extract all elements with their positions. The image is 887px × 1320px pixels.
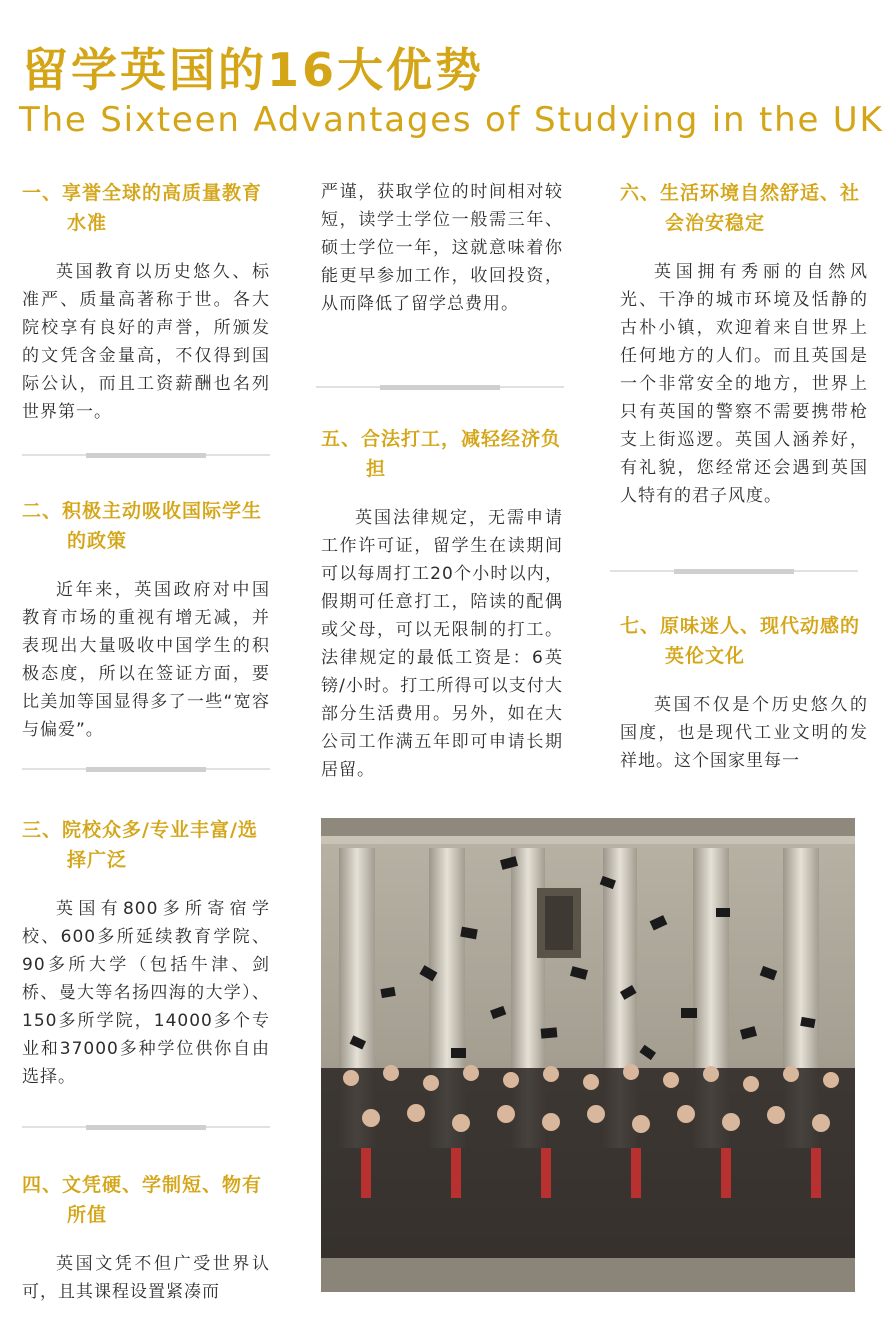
section-7: [620, 611, 868, 775]
section-body: 英国文凭不但广受世界认可，且其课程设置紧凑而: [22, 1254, 270, 1302]
section-divider: [22, 454, 270, 456]
section-heading: 二、积极主动吸收国际学生的政策: [22, 500, 263, 552]
section-body: 英国法律规定，无需申请工作许可证，留学生在读期间可以每周打工20个小时以内，假期可任意打工，陪读的配偶或父母，可以无限制的打工。法律规定的最低工资是：6英镑/小时。打工所得可以支付大部分生活费用。另外，如在大公司工作满五年即可申请长期居留。: [321, 508, 563, 780]
section-3: [22, 815, 270, 1091]
section-heading: 六、生活环境自然舒适、社会治安稳定: [620, 182, 861, 234]
section-divider: [22, 1126, 270, 1128]
section-heading: 七、原味迷人、现代动感的英伦文化: [620, 615, 861, 667]
section-body: 英国不仅是个历史悠久的国度，也是现代工业文明的发祥地。这个国家里每一: [620, 695, 868, 771]
section-divider: [610, 570, 858, 572]
section-5: [321, 424, 563, 784]
section-4-continued: [321, 178, 563, 318]
page-title: 留学英国的16大优势: [22, 43, 485, 97]
section-body: 英国拥有秀丽的自然风光、干净的城市环境及恬静的古朴小镇，欢迎着来自世界上任何地方的人们。而且英国是一个非常安全的地方，世界上只有英国的警察不需要携带枪支上街巡逻。英国人涵养好，有礼貌，您经常还会遇到英国人特有的君子风度。: [620, 262, 868, 506]
section-body: 英国有800多所寄宿学校、600多所延续教育学院、90多所大学（包括牛津、剑桥、曼大等名扬四海的大学）、150多所学院，14000多个专业和37000多种学位供你自由选择。: [22, 899, 270, 1087]
section-divider: [22, 768, 270, 770]
section-body: 近年来，英国政府对中国教育市场的重视有增无减，并表现出大量吸收中国学生的积极态度，所以在签证方面，要比美加等国显得多了一些“宽容与偏爱”。: [22, 580, 270, 740]
section-6: [620, 178, 868, 510]
section-body: 严谨，获取学位的时间相对较短，读学士学位一般需三年、硕士学位一年，这就意味着你能更早参加工作，收回投资，从而降低了留学总费用。: [321, 182, 563, 314]
section-2: [22, 496, 270, 744]
section-divider: [316, 386, 564, 388]
section-heading: 一、享誉全球的高质量教育水准: [22, 182, 263, 234]
page-subtitle: The Sixteen Advantages of Studying in the UK: [19, 100, 884, 140]
section-4: [22, 1170, 270, 1306]
section-heading: 五、合法打工，减轻经济负担: [321, 428, 562, 480]
graduation-photo: [321, 818, 855, 1292]
section-1: [22, 178, 270, 426]
section-heading: 三、院校众多/专业丰富/选择广泛: [22, 819, 258, 871]
section-heading: 四、文凭硬、学制短、物有所值: [22, 1174, 263, 1226]
section-body: 英国教育以历史悠久、标准严、质量高著称于世。各大院校享有良好的声誉，所颁发的文凭含金量高，不仅得到国际公认，而且工资薪酬也名列世界第一。: [22, 262, 270, 422]
